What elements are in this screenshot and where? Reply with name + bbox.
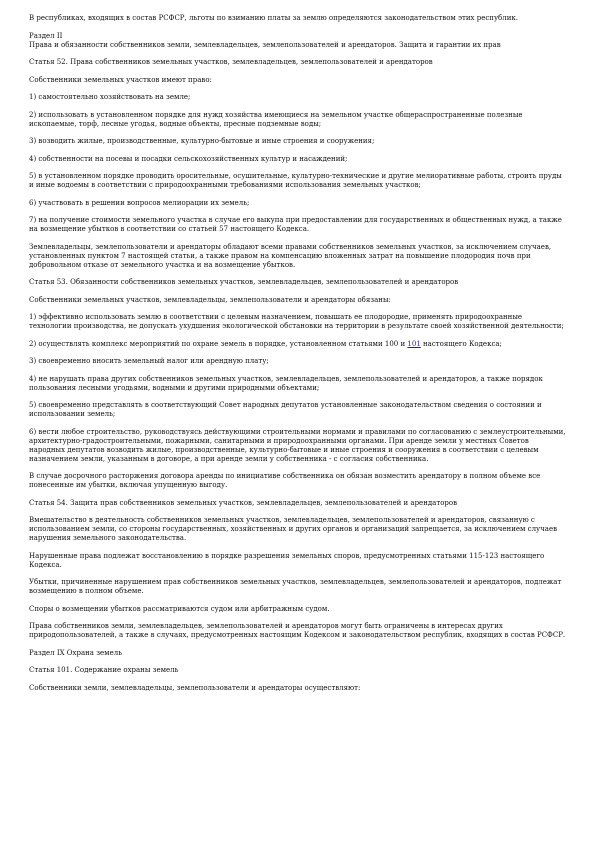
article-52-tail: Землевладельцы, землепользователи и арендаторы обладают всеми правами собственников земельных участков, за исключением случаев, установленных пунктом 7 настоящей статьи, а также правом на компенсацию вложенных затрат на повышение плодородия почв при добровольном отказе от земельного участка и на возмещение убытков. bbox=[29, 242, 552, 269]
article-53-item-6: 6) вести любое строительство, руководствуясь действующими строительными нормами и правилами по согласованию с землеустроительными, архитектурно-градостроительными, пожарными, санитарными и природоохранными органами. При аренде земли у местных Советов народных депутатов возводить жилые, производственные, культурно-бытовые и иные строения и сооружения в соответствии с целевым назначением земли, указанным в договоре, а при аренде земли у собственника - с согласия собственника. bbox=[29, 427, 566, 463]
article-52-item-2: 2) использовать в установленном порядке для нужд хозяйства имеющиеся на земельном участке общераспространенные полезные ископаемые, торф, лесные угодья, водные объекты, пресные подземные воды; bbox=[29, 110, 523, 128]
section-9-title: Раздел IX Охрана земель bbox=[29, 648, 123, 657]
article-54-paragraph-1: Вмешательство в деятельность собственников земельных участков, землевладельцев, землепользователей и арендаторов, связанную с использованием земли, со стороны государственных, хозяйственных и других органов и организаций запрещается, за исключением случаев нарушения земельного законодательства. bbox=[29, 516, 558, 542]
article-101-title: Статья 101. Содержание охраны земель bbox=[29, 666, 179, 674]
article-52-item-1: 1) самостоятельно хозяйствовать на земле; bbox=[29, 93, 191, 101]
article-53-title: Статья 53. Обязанности собственников земельных участков, землевладельцев, землепользователей и арендаторов bbox=[29, 278, 459, 286]
article-101-lead: Собственники земли, землевладельцы, землепользователи и арендаторы осуществляют: bbox=[29, 683, 361, 692]
article-53-item-2-text-before: 2) осуществлять комплекс мероприятий по охране земель в порядке, установленном статьями 100 и bbox=[29, 339, 408, 348]
article-52-item-4: 4) собственности на посевы и посадки сельскохозяйственных культур и насаждений; bbox=[29, 154, 348, 163]
article-53-item-4: 4) не нарушать права других собственников земельных участков, землевладельцев, землепользователей и арендаторов, а также порядок пользования лесными угодьями, водными и другими природными объектами; bbox=[29, 374, 543, 392]
article-54-title: Статья 54. Защита прав собственников земельных участков, землевладельцев, землепользователей и арендаторов bbox=[29, 498, 458, 507]
article-53-tail: В случае досрочного расторжения договора аренды по инициативе собственника он обязан возместить арендатору в полном объеме все понесенные им убытки, включая упущенную выгоду. bbox=[29, 472, 541, 489]
section-2-heading bbox=[29, 32, 566, 50]
article-53-lead: Собственники земельных участков, землевладельцы, землепользователи и арендаторы обязаны: bbox=[29, 295, 391, 304]
article-52-title: Статья 52. Права собственников земельных участков, землевладельцев, землепользователей и арендаторов bbox=[29, 58, 433, 66]
article-53-item-2-text-after: настоящего Кодекса; bbox=[420, 339, 502, 348]
article-52-lead: Собственники земельных участков имеют право: bbox=[29, 75, 212, 84]
intro-paragraph: В республиках, входящих в состав РСФСР, льготы по взиманию платы за землю определяются законодательством этих республик. bbox=[29, 14, 518, 22]
article-53-item-3: 3) своевременно вносить земельный налог или арендную плату; bbox=[29, 357, 269, 365]
article-54-paragraph-5: Права собственников земли, землевладельцев, землепользователей и арендаторов могут быть ограничены в интересах других природопользователей, а также в случаях, предусмотренных настоящим Кодексом и законодательством республик, входящих в состав РСФСР. bbox=[29, 622, 566, 639]
article-53-item-5: 5) своевременно представлять в соответствующий Совет народных депутатов установленные законодательством сведения о состоянии и использовании земель; bbox=[29, 401, 542, 418]
article-52-item-7: 7) на получение стоимости земельного участка в случае его выкупа при предоставлении для государственных и общественных нужд, а также на возмещение убытков в соответствии со статьей 57 настоящего Кодекса. bbox=[29, 216, 562, 233]
section-2-subtitle: Права и обязанности собственников земли, землевладельцев, землепользователей и арендаторов. Защита и гарантии их прав bbox=[29, 40, 501, 49]
article-53-item-1: 1) эффективно использовать землю в соответствии с целевым назначением, повышать ее плодородие, применять природоохранные технологии производства, не допускать ухудшения экологической обстановки на территории в результате своей хозяйственной деятельности; bbox=[29, 313, 564, 330]
section-2-title: Раздел II bbox=[29, 31, 63, 40]
article-54-paragraph-2: Нарушенные права подлежат восстановлению в порядке разрешения земельных споров, предусмотренных статьями 115-123 настоящего Кодекса. bbox=[29, 551, 545, 569]
article-101-link[interactable]: 101 bbox=[407, 339, 421, 348]
article-52-item-3: 3) возводить жилые, производственные, культурно-бытовые и иные строения и сооружения; bbox=[29, 137, 375, 145]
article-52-item-5: 5) в установленном порядке проводить оросительные, осушительные, культурно-технические и другие мелиоративные работы, строить пруды и иные водоемы в соответствии с природоохранными требованиями использования земельных участков; bbox=[29, 172, 562, 189]
article-52-item-6: 6) участвовать в решении вопросов мелиорации их земель; bbox=[29, 198, 250, 207]
article-53-item-2 bbox=[29, 340, 566, 349]
article-54-paragraph-4: Споры о возмещении убытков рассматриваются судом или арбитражным судом. bbox=[29, 604, 330, 613]
article-54-paragraph-3: Убытки, причиненные нарушением прав собственников земельных участков, землевладельцев, землепользователей и арендаторов, подлежат возмещению в полном объеме. bbox=[29, 578, 562, 595]
